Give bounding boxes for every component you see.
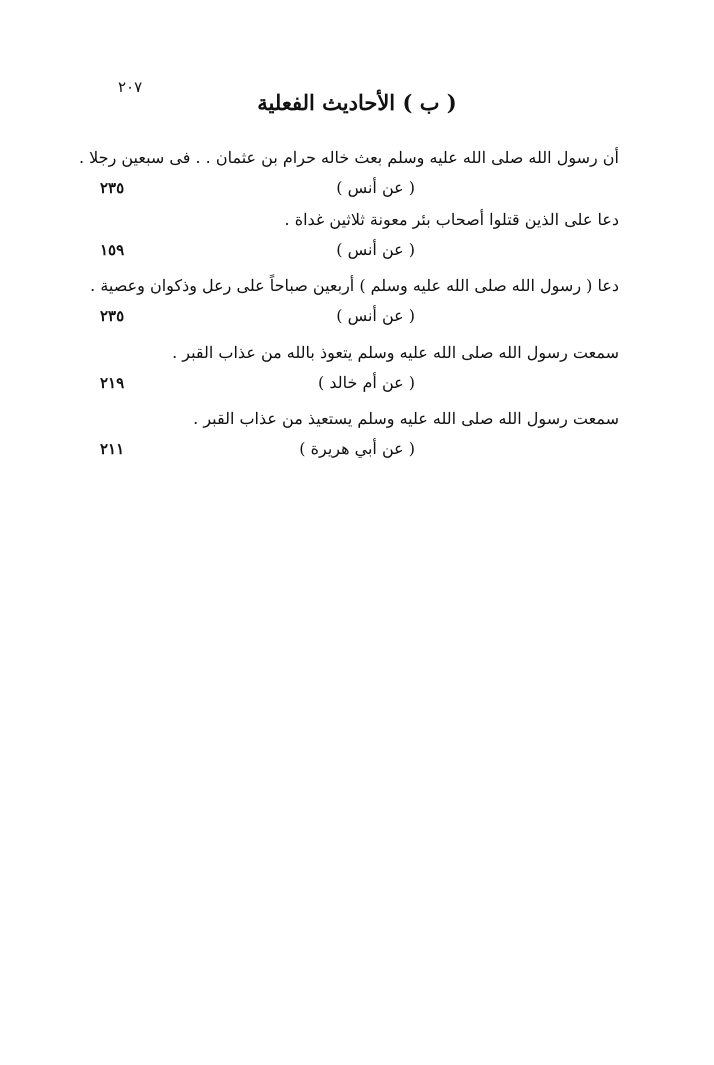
narrator-attribution: ( عن أم خالد ) bbox=[318, 373, 415, 392]
narrator-attribution: ( عن أبي هريرة ) bbox=[299, 439, 415, 458]
reference-number: ١٥٩ bbox=[100, 241, 125, 259]
reference-number: ٢٣٥ bbox=[100, 307, 125, 325]
hadith-entry bbox=[100, 205, 619, 265]
reference-number: ٢٣٥ bbox=[100, 179, 125, 197]
narrator-attribution: ( عن أنس ) bbox=[336, 306, 415, 325]
hadith-text: سمعت رسول الله صلى الله عليه وسلم يستعيذ من عذاب القبر . bbox=[193, 409, 619, 428]
hadith-text: دعا ( رسول الله صلى الله عليه وسلم ) أربعين صباحاً على رعل وذكوان وعصية . bbox=[90, 276, 619, 295]
page-number: ٢٠٧ bbox=[118, 78, 143, 96]
source-line bbox=[100, 173, 619, 203]
narrator-attribution: ( عن أنس ) bbox=[336, 240, 415, 259]
hadith-entry bbox=[100, 338, 619, 398]
hadith-entry bbox=[90, 271, 619, 331]
source-line bbox=[100, 301, 619, 331]
hadith-text: سمعت رسول الله صلى الله عليه وسلم يتعوذ بالله من عذاب القبر . bbox=[172, 343, 619, 362]
source-line bbox=[100, 434, 619, 464]
hadith-entry bbox=[78, 143, 619, 203]
reference-number: ٢١١ bbox=[100, 440, 125, 458]
source-line bbox=[100, 368, 619, 398]
section-title: ( ب ) الأحاديث الفعلية bbox=[257, 90, 457, 115]
narrator-attribution: ( عن أنس ) bbox=[336, 178, 415, 197]
hadith-text: أن رسول الله صلى الله عليه وسلم بعث خاله حرام بن عثمان . . فى سبعين رجلا . bbox=[78, 148, 619, 167]
hadith-text: دعا على الذين قتلوا أصحاب بئر معونة ثلاثين غداة . bbox=[284, 210, 619, 229]
reference-number: ٢١٩ bbox=[100, 374, 125, 392]
source-line bbox=[100, 235, 619, 265]
hadith-entry bbox=[100, 404, 619, 464]
